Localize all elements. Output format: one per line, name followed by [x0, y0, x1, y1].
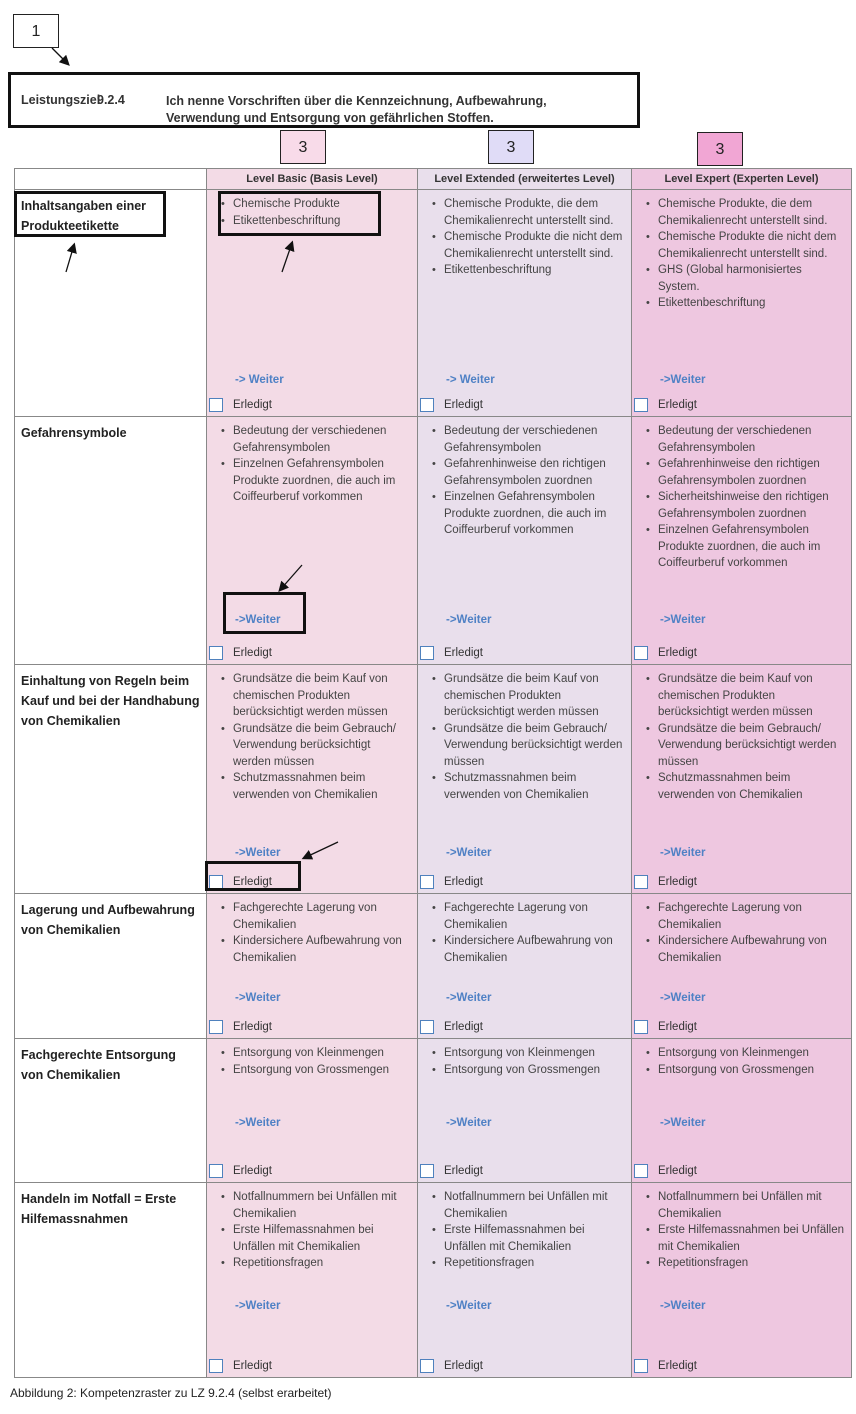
erledigt-checkbox[interactable] — [420, 875, 434, 889]
extended-items-list — [418, 423, 631, 539]
erledigt-row — [634, 398, 697, 414]
list-item: • Entsorgung von Kleinmengen — [233, 1045, 411, 1062]
extended-items-list — [418, 900, 631, 966]
callout-3-basic: 3 — [280, 130, 326, 164]
list-item: • Bedeutung der verschiedenen Gefahrensymbolen — [233, 423, 411, 456]
list-item: • Schutzmassnahmen beim verwenden von Chemikalien — [233, 770, 411, 803]
list-item: • Grundsätze die beim Gebrauch/ Verwendung berücksichtigt werden müssen — [233, 721, 411, 771]
topic-cell — [15, 417, 207, 665]
list-item: • Fachgerechte Lagerung von Chemikalien — [444, 900, 625, 933]
weiter-link[interactable]: ->Weiter — [660, 1300, 706, 1312]
highlight-erledigt-box — [205, 861, 301, 891]
list-item: • Schutzmassnahmen beim verwenden von Chemikalien — [658, 770, 845, 803]
list-item: • Grundsätze die beim Gebrauch/ Verwendung berücksichtigt werden müssen — [444, 721, 625, 771]
list-item: • Einzelnen Gefahrensymbolen Produkte zuordnen, die auch im Coiffeurberuf vorkommen — [444, 489, 625, 539]
list-item: • GHS (Global harmonisiertes System. — [658, 262, 845, 295]
list-item: • Gefahrenhinweise den richtigen Gefahrensymbolen zuordnen — [444, 456, 625, 489]
list-item: • Kindersichere Aufbewahrung von Chemikalien — [233, 933, 411, 966]
basic-level-cell — [207, 665, 418, 894]
weiter-link[interactable]: ->Weiter — [660, 1117, 706, 1129]
table-row — [15, 665, 852, 894]
erledigt-checkbox[interactable] — [634, 1359, 648, 1373]
weiter-link[interactable]: ->Weiter — [446, 1117, 492, 1129]
erledigt-row — [209, 1020, 272, 1036]
weiter-link[interactable]: ->Weiter — [660, 847, 706, 859]
erledigt-label: Erledigt — [233, 1021, 272, 1033]
extended-items-list — [418, 671, 631, 803]
highlight-weiter-box — [223, 592, 306, 634]
erledigt-row — [420, 398, 483, 414]
list-item: • Erste Hilfemassnahmen bei Unfällen mit Chemikalien — [233, 1222, 411, 1255]
erledigt-row — [420, 646, 483, 662]
expert-items-list — [632, 1045, 851, 1078]
erledigt-checkbox[interactable] — [634, 646, 648, 660]
erledigt-row — [420, 1359, 483, 1375]
topic-label: Handeln im Notfall = Erste Hilfemassnahmen — [21, 1192, 177, 1226]
erledigt-checkbox[interactable] — [209, 1020, 223, 1034]
header-extended: Level Extended (erweitertes Level) — [418, 169, 632, 190]
list-item: • Einzelnen Gefahrensymbolen Produkte zuordnen, die auch im Coiffeurberuf vorkommen — [658, 522, 845, 572]
list-item: • Bedeutung der verschiedenen Gefahrensymbolen — [658, 423, 845, 456]
extended-level-cell — [418, 417, 632, 665]
list-item: • Notfallnummern bei Unfällen mit Chemikalien — [658, 1189, 845, 1222]
list-item: • Entsorgung von Grossmengen — [444, 1062, 625, 1079]
table-row — [15, 417, 852, 665]
erledigt-label: Erledigt — [444, 399, 483, 411]
highlight-topic-box — [14, 191, 166, 237]
topic-cell — [15, 665, 207, 894]
list-item: • Chemische Produkte die nicht dem Chemikalienrecht unterstellt sind. — [658, 229, 845, 262]
learning-goal-box — [8, 72, 640, 128]
basic-level-cell — [207, 1039, 418, 1183]
erledigt-label: Erledigt — [658, 1021, 697, 1033]
weiter-link[interactable]: -> Weiter — [446, 374, 495, 386]
basic-items-list — [207, 1045, 417, 1078]
list-item: • Repetitionsfragen — [444, 1255, 625, 1272]
list-item: • Chemische Produkte, die dem Chemikalienrecht unterstellt sind. — [444, 196, 625, 229]
competence-grid — [14, 168, 852, 1378]
expert-level-cell — [632, 417, 852, 665]
list-item: • Chemische Produkte — [233, 196, 411, 213]
erledigt-checkbox[interactable] — [209, 398, 223, 412]
erledigt-checkbox[interactable] — [420, 398, 434, 412]
list-item: • Bedeutung der verschiedenen Gefahrensymbolen — [444, 423, 625, 456]
basic-level-cell — [207, 894, 418, 1039]
erledigt-label: Erledigt — [233, 647, 272, 659]
list-item: • Fachgerechte Lagerung von Chemikalien — [658, 900, 845, 933]
erledigt-checkbox[interactable] — [420, 1164, 434, 1178]
header-empty — [15, 169, 207, 190]
list-item: • Kindersichere Aufbewahrung von Chemikalien — [658, 933, 845, 966]
erledigt-row — [209, 646, 272, 662]
expert-level-cell — [632, 1183, 852, 1378]
list-item: • Grundsätze die beim Kauf von chemischen Produkten berücksichtigt werden müssen — [658, 671, 845, 721]
erledigt-label: Erledigt — [658, 1360, 697, 1372]
topic-label: Lagerung und Aufbewahrung von Chemikalien — [21, 903, 195, 937]
list-item: • Gefahrenhinweise den richtigen Gefahrensymbolen zuordnen — [658, 456, 845, 489]
basic-items-list — [207, 671, 417, 803]
callout-3-expert: 3 — [697, 132, 743, 166]
weiter-link[interactable]: ->Weiter — [660, 374, 706, 386]
erledigt-checkbox[interactable] — [634, 875, 648, 889]
list-item: • Entsorgung von Kleinmengen — [444, 1045, 625, 1062]
erledigt-label: Erledigt — [444, 647, 483, 659]
table-row — [15, 1183, 852, 1378]
figure-caption: Abbildung 2: Kompetenzraster zu LZ 9.2.4 (selbst erarbeitet) — [10, 1386, 332, 1400]
erledigt-checkbox[interactable] — [420, 646, 434, 660]
table-row — [15, 894, 852, 1039]
expert-level-cell — [632, 665, 852, 894]
weiter-link[interactable]: ->Weiter — [235, 614, 281, 626]
erledigt-label: Erledigt — [444, 1165, 483, 1177]
erledigt-checkbox[interactable] — [420, 1020, 434, 1034]
list-item: • Kindersichere Aufbewahrung von Chemikalien — [444, 933, 625, 966]
list-item: • Etikettenbeschriftung — [658, 295, 845, 312]
expert-level-cell — [632, 894, 852, 1039]
erledigt-checkbox[interactable] — [634, 1020, 648, 1034]
erledigt-row — [420, 875, 483, 891]
header-row — [15, 169, 852, 190]
weiter-link[interactable]: ->Weiter — [446, 847, 492, 859]
list-item: • Repetitionsfragen — [658, 1255, 845, 1272]
expert-items-list — [632, 1189, 851, 1272]
table-row — [15, 1039, 852, 1183]
erledigt-label: Erledigt — [444, 1360, 483, 1372]
topic-cell — [15, 894, 207, 1039]
list-item: • Etikettenbeschriftung — [444, 262, 625, 279]
weiter-link[interactable]: -> Weiter — [235, 374, 284, 386]
goal-number: 9.2.4 — [97, 93, 125, 107]
extended-items-list — [418, 1045, 631, 1078]
list-item: • Erste Hilfemassnahmen bei Unfällen mit Chemikalien — [658, 1222, 845, 1255]
highlight-basic-items-box — [218, 191, 381, 236]
expert-items-list — [632, 671, 851, 803]
weiter-link[interactable]: ->Weiter — [235, 847, 281, 859]
expert-level-cell — [632, 1039, 852, 1183]
list-item: • Grundsätze die beim Kauf von chemischen Produkten berücksichtigt werden müssen — [233, 671, 411, 721]
erledigt-row — [634, 646, 697, 662]
expert-items-list — [632, 196, 851, 312]
arrow-1 — [52, 48, 68, 64]
basic-level-cell — [207, 1183, 418, 1378]
erledigt-row — [209, 1359, 272, 1375]
erledigt-checkbox[interactable] — [209, 646, 223, 660]
erledigt-row — [209, 398, 272, 414]
weiter-link[interactable]: ->Weiter — [446, 614, 492, 626]
topic-label: Fachgerechte Entsorgung von Chemikalien — [21, 1048, 176, 1082]
weiter-link[interactable]: ->Weiter — [446, 1300, 492, 1312]
topic-label: Gefahrensymbole — [21, 426, 127, 440]
erledigt-label: Erledigt — [233, 876, 272, 888]
list-item: • Chemische Produkte, die dem Chemikalienrecht unterstellt sind. — [658, 196, 845, 229]
erledigt-label: Erledigt — [658, 399, 697, 411]
goal-text — [166, 93, 547, 127]
expert-items-list — [632, 423, 851, 572]
erledigt-checkbox[interactable] — [634, 1164, 648, 1178]
header-basic: Level Basic (Basis Level) — [207, 169, 418, 190]
erledigt-label: Erledigt — [233, 1360, 272, 1372]
erledigt-label: Erledigt — [658, 876, 697, 888]
extended-level-cell — [418, 1039, 632, 1183]
list-item: • Chemische Produkte die nicht dem Chemikalienrecht unterstellt sind. — [444, 229, 625, 262]
list-item: • Grundsätze die beim Kauf von chemischen Produkten berücksichtigt werden müssen — [444, 671, 625, 721]
list-item: • Erste Hilfemassnahmen bei Unfällen mit Chemikalien — [444, 1222, 625, 1255]
weiter-link[interactable]: ->Weiter — [446, 992, 492, 1004]
list-item: • Grundsätze die beim Gebrauch/ Verwendung berücksichtigt werden müssen — [658, 721, 845, 771]
basic-items-list — [207, 1189, 417, 1272]
weiter-link[interactable]: ->Weiter — [660, 614, 706, 626]
weiter-link[interactable]: ->Weiter — [235, 992, 281, 1004]
erledigt-label: Erledigt — [233, 1165, 272, 1177]
erledigt-row — [634, 1020, 697, 1036]
erledigt-row — [209, 1164, 272, 1180]
list-item: • Etikettenbeschriftung — [233, 213, 411, 230]
goal-text-line2: Verwendung und Entsorgung von gefährlichen Stoffen. — [166, 111, 494, 125]
callout-3-extended: 3 — [488, 130, 534, 164]
erledigt-checkbox[interactable] — [209, 1359, 223, 1373]
list-item: • Fachgerechte Lagerung von Chemikalien — [233, 900, 411, 933]
goal-text-line1: Ich nenne Vorschriften über die Kennzeichnung, Aufbewahrung, — [166, 94, 547, 108]
list-item: • Entsorgung von Grossmengen — [658, 1062, 845, 1079]
list-item: • Repetitionsfragen — [233, 1255, 411, 1272]
erledigt-row — [634, 875, 697, 891]
erledigt-label: Erledigt — [233, 399, 272, 411]
erledigt-checkbox[interactable] — [420, 1359, 434, 1373]
extended-level-cell — [418, 894, 632, 1039]
erledigt-label: Erledigt — [658, 647, 697, 659]
callout-1: 1 — [13, 14, 59, 48]
weiter-link[interactable]: ->Weiter — [235, 1117, 281, 1129]
expert-items-list — [632, 900, 851, 966]
extended-level-cell — [418, 190, 632, 417]
erledigt-row — [420, 1164, 483, 1180]
erledigt-row — [634, 1359, 697, 1375]
extended-items-list — [418, 1189, 631, 1272]
erledigt-label: Erledigt — [444, 876, 483, 888]
weiter-link[interactable]: ->Weiter — [235, 1300, 281, 1312]
extended-level-cell — [418, 1183, 632, 1378]
erledigt-label: Erledigt — [658, 1165, 697, 1177]
extended-items-list — [418, 196, 631, 279]
basic-items-list — [207, 900, 417, 966]
expert-level-cell — [632, 190, 852, 417]
extended-level-cell — [418, 665, 632, 894]
topic-cell — [15, 1039, 207, 1183]
goal-label: Leistungsziel — [21, 93, 101, 107]
topic-cell — [15, 1183, 207, 1378]
erledigt-checkbox[interactable] — [634, 398, 648, 412]
header-expert: Level Expert (Experten Level) — [632, 169, 852, 190]
topic-label: Inhaltsangaben einer Produkteetikette — [21, 199, 147, 233]
erledigt-checkbox[interactable] — [209, 1164, 223, 1178]
list-item: • Einzelnen Gefahrensymbolen Produkte zuordnen, die auch im Coiffeurberuf vorkommen — [233, 456, 411, 506]
basic-items-list — [207, 423, 417, 506]
list-item: • Notfallnummern bei Unfällen mit Chemikalien — [233, 1189, 411, 1222]
list-item: • Sicherheitshinweise den richtigen Gefahrensymbolen zuordnen — [658, 489, 845, 522]
erledigt-label: Erledigt — [444, 1021, 483, 1033]
list-item: • Schutzmassnahmen beim verwenden von Chemikalien — [444, 770, 625, 803]
erledigt-row — [634, 1164, 697, 1180]
list-item: • Entsorgung von Grossmengen — [233, 1062, 411, 1079]
list-item: • Notfallnummern bei Unfällen mit Chemikalien — [444, 1189, 625, 1222]
erledigt-row — [420, 1020, 483, 1036]
weiter-link[interactable]: ->Weiter — [660, 992, 706, 1004]
topic-label: Einhaltung von Regeln beim Kauf und bei der Handhabung von Chemikalien — [21, 674, 200, 728]
list-item: • Entsorgung von Kleinmengen — [658, 1045, 845, 1062]
